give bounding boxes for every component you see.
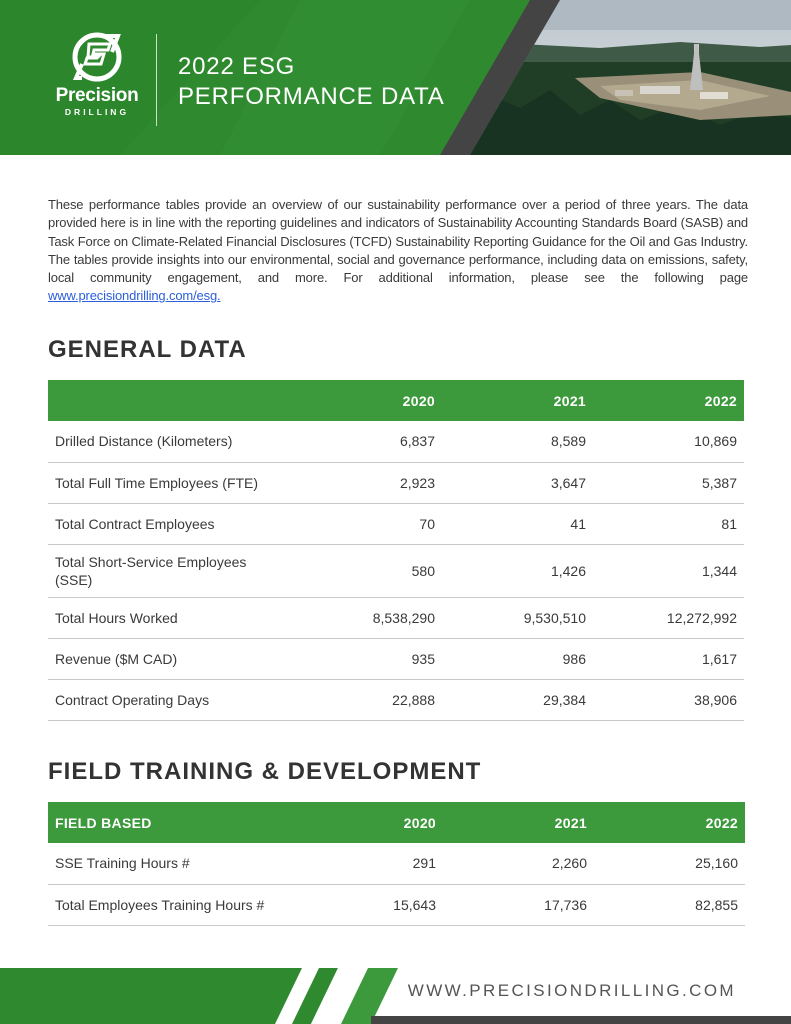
- table-row: [48, 503, 744, 544]
- value-2020: 8,538,290: [288, 597, 442, 638]
- row-label: Total Employees Training Hours #: [48, 884, 288, 925]
- value-2020: 22,888: [288, 679, 442, 720]
- intro-text: These performance tables provide an overview of our sustainability performance over a period of three years. The data provided here is in line with the reporting guidelines and indicators of Sustainability Accounting Standards Board (SASB) and Task Force on Climate-Related Financial Disclosures (TCFD) Sustainability Reporting Guidance for the Oil and Gas Industry. The tables provide insights into our environmental, social and governance performance, including data on emissions, safety, local community engagement, and more. For additional information, please see the following page: [48, 197, 748, 286]
- table-header-row: [48, 380, 744, 421]
- table-row: [48, 462, 744, 503]
- value-2020: 580: [288, 544, 442, 597]
- row-label: Contract Operating Days: [48, 679, 288, 720]
- intro-paragraph: [48, 196, 748, 306]
- table-header-row: [48, 802, 745, 843]
- footer-website: WWW.PRECISIONDRILLING.COM: [407, 981, 736, 1000]
- value-2022: 82,855: [594, 884, 745, 925]
- page-header: [0, 0, 791, 155]
- value-2020: 15,643: [288, 884, 443, 925]
- row-label: Total Full Time Employees (FTE): [48, 462, 288, 503]
- table-row: [48, 638, 744, 679]
- value-2021: 1,426: [442, 544, 593, 597]
- field-training-heading: FIELD TRAINING & DEVELOPMENT: [48, 758, 482, 785]
- value-2021: 29,384: [442, 679, 593, 720]
- page-title-line-1: 2022 ESG: [178, 53, 296, 80]
- value-2020: 935: [288, 638, 442, 679]
- value-2020: 291: [288, 843, 443, 884]
- table-row: [48, 884, 745, 925]
- table-row: [48, 843, 745, 884]
- value-2022: 81: [593, 503, 744, 544]
- header-cell-label: [48, 380, 288, 421]
- row-label: Total Contract Employees: [48, 503, 288, 544]
- row-label: Drilled Distance (Kilometers): [48, 421, 288, 462]
- value-2020: 70: [288, 503, 442, 544]
- logo-subname: DRILLING: [64, 107, 130, 117]
- value-2022: 25,160: [594, 843, 745, 884]
- value-2022: 12,272,992: [593, 597, 744, 638]
- table-row: [48, 421, 744, 462]
- value-2022: 1,617: [593, 638, 744, 679]
- header-cell-2021: 2021: [443, 802, 594, 843]
- field-training-table: [48, 802, 745, 926]
- row-label: SSE Training Hours #: [48, 843, 288, 884]
- row-label: Revenue ($M CAD): [48, 638, 288, 679]
- value-2022: 1,344: [593, 544, 744, 597]
- general-data-heading: GENERAL DATA: [48, 336, 247, 363]
- value-2021: 17,736: [443, 884, 594, 925]
- header-cell-2020: 2020: [288, 802, 443, 843]
- general-data-table: [48, 380, 744, 721]
- precision-drilling-logo-icon: [66, 30, 128, 86]
- header-cell-2022: 2022: [594, 802, 745, 843]
- header-cell-field-based: FIELD BASED: [48, 802, 288, 843]
- value-2021: 41: [442, 503, 593, 544]
- header-cell-2020: 2020: [288, 380, 442, 421]
- table-row: [48, 544, 744, 597]
- page-title-line-2: PERFORMANCE DATA: [178, 83, 445, 110]
- logo-name: Precision: [55, 85, 139, 106]
- row-label: Total Hours Worked: [48, 597, 288, 638]
- company-logo: [42, 30, 152, 130]
- value-2021: 986: [442, 638, 593, 679]
- value-2021: 8,589: [442, 421, 593, 462]
- value-2022: 38,906: [593, 679, 744, 720]
- value-2022: 5,387: [593, 462, 744, 503]
- esg-link[interactable]: www.precisiondrilling.com/esg.: [48, 288, 221, 304]
- row-label: Total Short-Service Employees (SSE): [48, 544, 288, 597]
- value-2021: 3,647: [442, 462, 593, 503]
- value-2022: 10,869: [593, 421, 744, 462]
- value-2020: 2,923: [288, 462, 442, 503]
- table-row: [48, 679, 744, 720]
- header-cell-2021: 2021: [442, 380, 593, 421]
- value-2020: 6,837: [288, 421, 442, 462]
- page-title: [178, 52, 445, 112]
- value-2021: 9,530,510: [442, 597, 593, 638]
- header-divider: [156, 34, 157, 126]
- value-2021: 2,260: [443, 843, 594, 884]
- header-cell-2022: 2022: [593, 380, 744, 421]
- table-row: [48, 597, 744, 638]
